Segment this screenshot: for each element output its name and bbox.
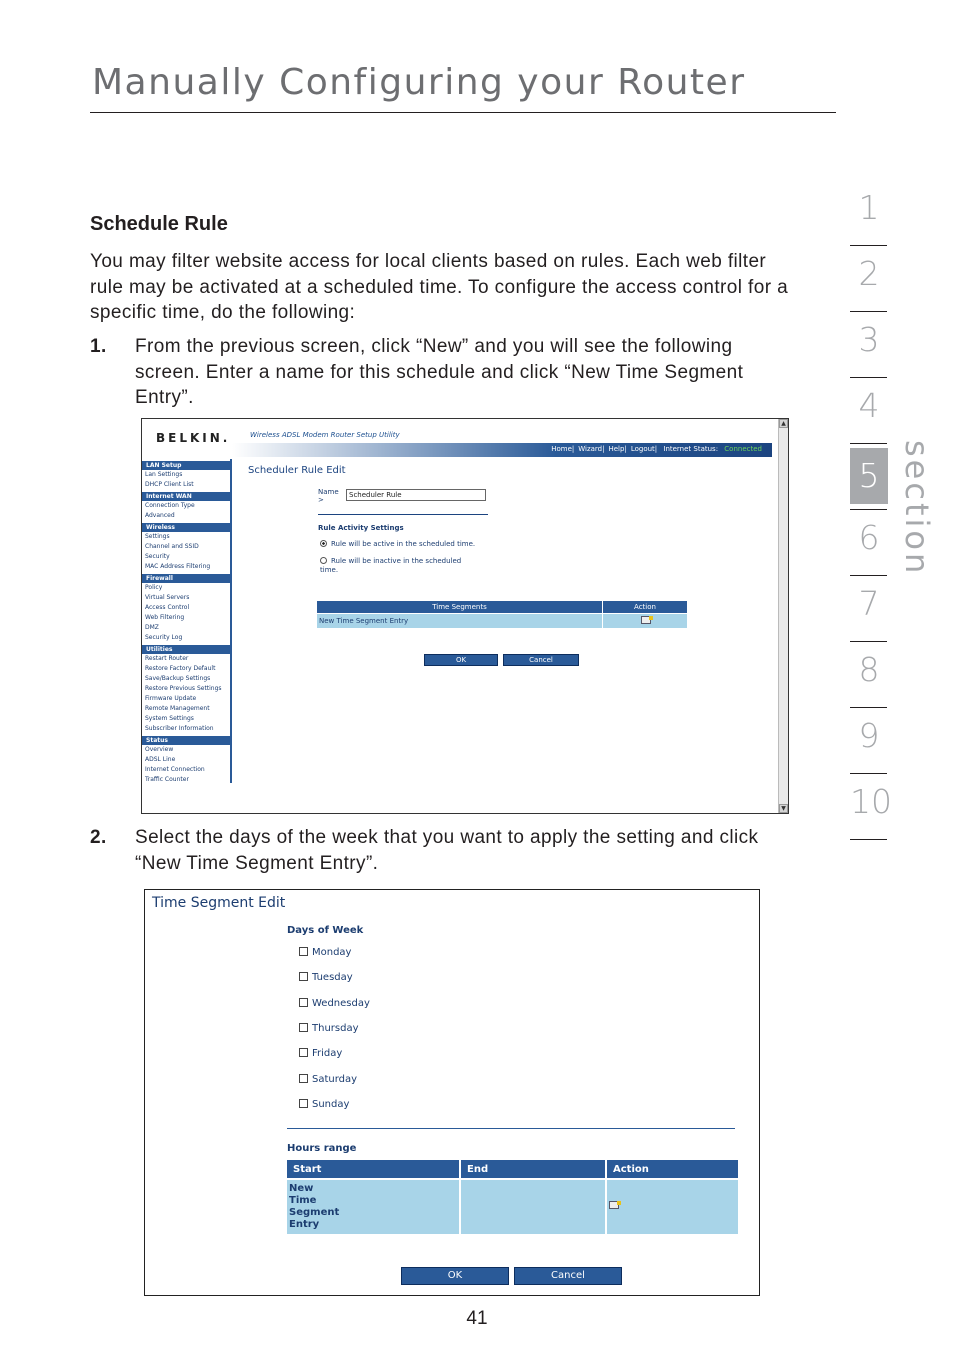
name-label-text: Name > xyxy=(318,488,339,504)
end-cell xyxy=(461,1180,605,1234)
cancel-button[interactable]: Cancel xyxy=(514,1267,622,1285)
time-segment-title: Time Segment Edit xyxy=(152,895,286,911)
checkbox[interactable] xyxy=(299,1023,308,1032)
sidebar-link[interactable]: System Settings xyxy=(145,715,194,722)
section-number: 5 xyxy=(850,448,888,504)
sidebar-link[interactable]: Virtual Servers xyxy=(145,594,190,601)
rule-activity-heading: Rule Activity Settings xyxy=(318,524,404,532)
sidebar-group-heading: Internet WAN xyxy=(142,492,230,501)
section-nav-item[interactable] xyxy=(850,246,888,312)
scheduler-rule-screenshot xyxy=(141,418,789,814)
table-header: End xyxy=(461,1160,605,1178)
checkbox[interactable] xyxy=(299,1099,308,1108)
sidebar-group-heading: Firewall xyxy=(142,574,230,583)
step-text: From the previous screen, click “New” and you will see the following screen. Enter a name for this schedule and click “New Time Segment Entry”. xyxy=(135,336,744,408)
utility-tagline: Wireless ADSL Modem Router Setup Utility xyxy=(250,431,400,439)
section-nav-item[interactable] xyxy=(850,708,888,774)
page-number: 41 xyxy=(466,1308,488,1329)
day-label: Friday xyxy=(312,1048,343,1060)
section-nav xyxy=(850,180,892,840)
wizard-link[interactable]: Wizard xyxy=(578,445,603,453)
day-label: Sunday xyxy=(312,1098,350,1110)
sidebar-link[interactable]: Channel and SSID xyxy=(145,543,199,550)
day-checkbox-row[interactable] xyxy=(299,1074,357,1085)
sidebar-link[interactable]: Security Log xyxy=(145,634,183,641)
sidebar-group-heading: LAN Setup xyxy=(142,461,230,470)
sidebar-link[interactable]: Lan Settings xyxy=(145,471,183,478)
table-header: Action xyxy=(603,601,687,613)
sidebar-link[interactable]: Security xyxy=(145,553,170,560)
checkbox[interactable] xyxy=(299,1074,308,1083)
section-number: 9 xyxy=(858,716,880,755)
checkbox[interactable] xyxy=(299,998,308,1007)
sidebar-link[interactable]: Overview xyxy=(145,746,174,753)
sidebar-link[interactable]: Settings xyxy=(145,533,170,540)
scroll-up-icon[interactable]: ▲ xyxy=(779,419,788,428)
schedule-name-input[interactable]: Scheduler Rule xyxy=(346,489,486,501)
section-number: 7 xyxy=(858,584,880,623)
internet-status-value: Connected xyxy=(724,445,762,453)
section-number: 4 xyxy=(858,386,880,425)
radio-selected-icon[interactable] xyxy=(320,540,327,547)
sidebar-link[interactable]: Remote Management xyxy=(145,705,210,712)
router-sidebar xyxy=(142,459,232,783)
sidebar-link[interactable]: Access Control xyxy=(145,604,190,611)
radio-inactive-label: Rule will be inactive in the scheduled time. xyxy=(320,557,462,574)
ok-button[interactable]: OK xyxy=(401,1267,509,1285)
hours-range-heading: Hours range xyxy=(287,1143,357,1154)
section-nav-item[interactable] xyxy=(850,576,888,642)
table-header: Start xyxy=(287,1160,459,1178)
page-title: Manually Configuring your Router xyxy=(92,62,746,103)
home-link[interactable]: Home xyxy=(551,445,572,453)
radio-inactive-option[interactable] xyxy=(320,557,480,575)
edit-icon[interactable] xyxy=(641,616,651,624)
top-links: Home| Wizard| Help| Logout| Internet Status: Connected xyxy=(551,445,762,453)
checkbox[interactable] xyxy=(299,947,308,956)
name-label xyxy=(318,488,339,504)
day-checkbox-row[interactable] xyxy=(299,972,353,983)
sidebar-link[interactable]: Connection Type xyxy=(145,502,195,509)
scroll-down-icon[interactable]: ▼ xyxy=(779,804,788,813)
sidebar-link[interactable]: Restore Previous Settings xyxy=(145,685,222,692)
section-heading: Schedule Rule xyxy=(90,213,228,235)
table-header: Action xyxy=(607,1160,738,1178)
ok-button[interactable]: OK xyxy=(424,654,498,666)
scrollbar[interactable] xyxy=(778,419,788,813)
sidebar-link[interactable]: MAC Address Filtering xyxy=(145,563,211,570)
sidebar-link[interactable]: Web Filtering xyxy=(145,614,185,621)
day-checkbox-row[interactable] xyxy=(299,1048,342,1059)
section-label: section xyxy=(898,440,936,577)
section-number: 8 xyxy=(858,650,880,689)
time-segments-table xyxy=(316,600,688,629)
section-number: 3 xyxy=(858,320,880,359)
day-label: Thursday xyxy=(312,1022,359,1034)
day-label: Saturday xyxy=(312,1073,358,1085)
step-number: 2. xyxy=(90,827,107,848)
sidebar-group-heading: Wireless xyxy=(142,523,230,532)
logout-link[interactable]: Logout xyxy=(630,445,655,453)
day-checkbox-row[interactable] xyxy=(299,1023,359,1034)
new-time-segment-entry[interactable]: New Time Segment Entry xyxy=(317,614,602,628)
time-segment-screenshot xyxy=(144,889,760,1296)
sidebar-link[interactable]: DHCP Client List xyxy=(145,481,194,488)
day-label: Monday xyxy=(312,947,352,958)
sidebar-link[interactable]: Policy xyxy=(145,584,163,591)
section-nav-item[interactable] xyxy=(850,180,888,246)
action-cell xyxy=(607,1180,738,1234)
divider xyxy=(318,514,488,515)
header-divider xyxy=(90,112,836,113)
sidebar-link[interactable]: Advanced xyxy=(145,512,175,519)
scheduler-title: Scheduler Rule Edit xyxy=(248,465,346,476)
divider xyxy=(287,1128,735,1129)
step-text: Select the days of the week that you want to apply the setting and click “New Time Segment Entry”. xyxy=(135,827,759,874)
sidebar-link[interactable]: Subscriber Information xyxy=(145,725,214,732)
internet-status-label: Internet Status: xyxy=(663,445,719,453)
sidebar-link[interactable]: DMZ xyxy=(145,624,159,631)
action-cell xyxy=(603,614,687,628)
day-label: Wednesday xyxy=(312,997,370,1009)
edit-icon[interactable] xyxy=(609,1201,619,1209)
sidebar-link[interactable]: Restart Router xyxy=(145,655,189,662)
section-divider xyxy=(850,839,887,840)
step-number: 1. xyxy=(90,336,107,357)
section-nav-item[interactable] xyxy=(850,774,892,840)
day-checkbox-row[interactable] xyxy=(299,1099,349,1110)
section-number: 6 xyxy=(858,518,880,557)
checkbox[interactable] xyxy=(299,972,308,981)
day-checkbox-row[interactable] xyxy=(299,947,351,958)
day-checkbox-row[interactable] xyxy=(299,998,370,1009)
section-number: 1 xyxy=(858,188,880,227)
sidebar-link[interactable]: Restore Factory Default xyxy=(145,665,216,672)
step-1 xyxy=(90,334,810,414)
section-number: 2 xyxy=(858,254,880,293)
sidebar-link[interactable]: Traffic Counter xyxy=(145,776,189,783)
sidebar-link[interactable]: Internet Connection xyxy=(145,766,205,773)
sidebar-group-heading: Status xyxy=(142,736,230,745)
section-number: 10 xyxy=(850,782,892,821)
days-of-week-heading: Days of Week xyxy=(287,925,364,936)
section-nav-item[interactable] xyxy=(850,642,888,708)
top-bar xyxy=(232,443,772,457)
checkbox[interactable] xyxy=(299,1048,308,1057)
sidebar-link[interactable]: Firmware Update xyxy=(145,695,197,702)
table-header: Time Segments xyxy=(317,601,602,613)
step-2 xyxy=(90,825,810,877)
intro-paragraph: You may filter website access for local clients based on rules. Each web filter rule may be activated at a scheduled time. To configure the access control for a specific time, do the following: xyxy=(90,251,789,323)
sidebar-group-heading: Utilities xyxy=(142,645,230,654)
table-row xyxy=(317,614,687,628)
section-nav-item[interactable] xyxy=(850,378,888,444)
help-link[interactable]: Help xyxy=(608,445,625,453)
belkin-logo: BELKIN. xyxy=(156,431,231,445)
table-row xyxy=(287,1180,738,1234)
hours-table xyxy=(285,1158,740,1236)
section-nav-item[interactable] xyxy=(850,312,888,378)
section-nav-item[interactable] xyxy=(850,444,888,510)
day-label: Tuesday xyxy=(312,972,353,984)
sidebar-link[interactable]: ADSL Line xyxy=(145,756,176,763)
section-nav-item[interactable] xyxy=(850,510,888,576)
radio-active-label: Rule will be active in the scheduled time. xyxy=(331,540,476,548)
radio-active-option[interactable] xyxy=(320,540,500,549)
new-time-segment-entry[interactable]: New Time Segment Entry xyxy=(287,1180,459,1234)
cancel-button[interactable]: Cancel xyxy=(503,654,579,666)
radio-unselected-icon[interactable] xyxy=(320,557,327,564)
sidebar-link[interactable]: Save/Backup Settings xyxy=(145,675,211,682)
